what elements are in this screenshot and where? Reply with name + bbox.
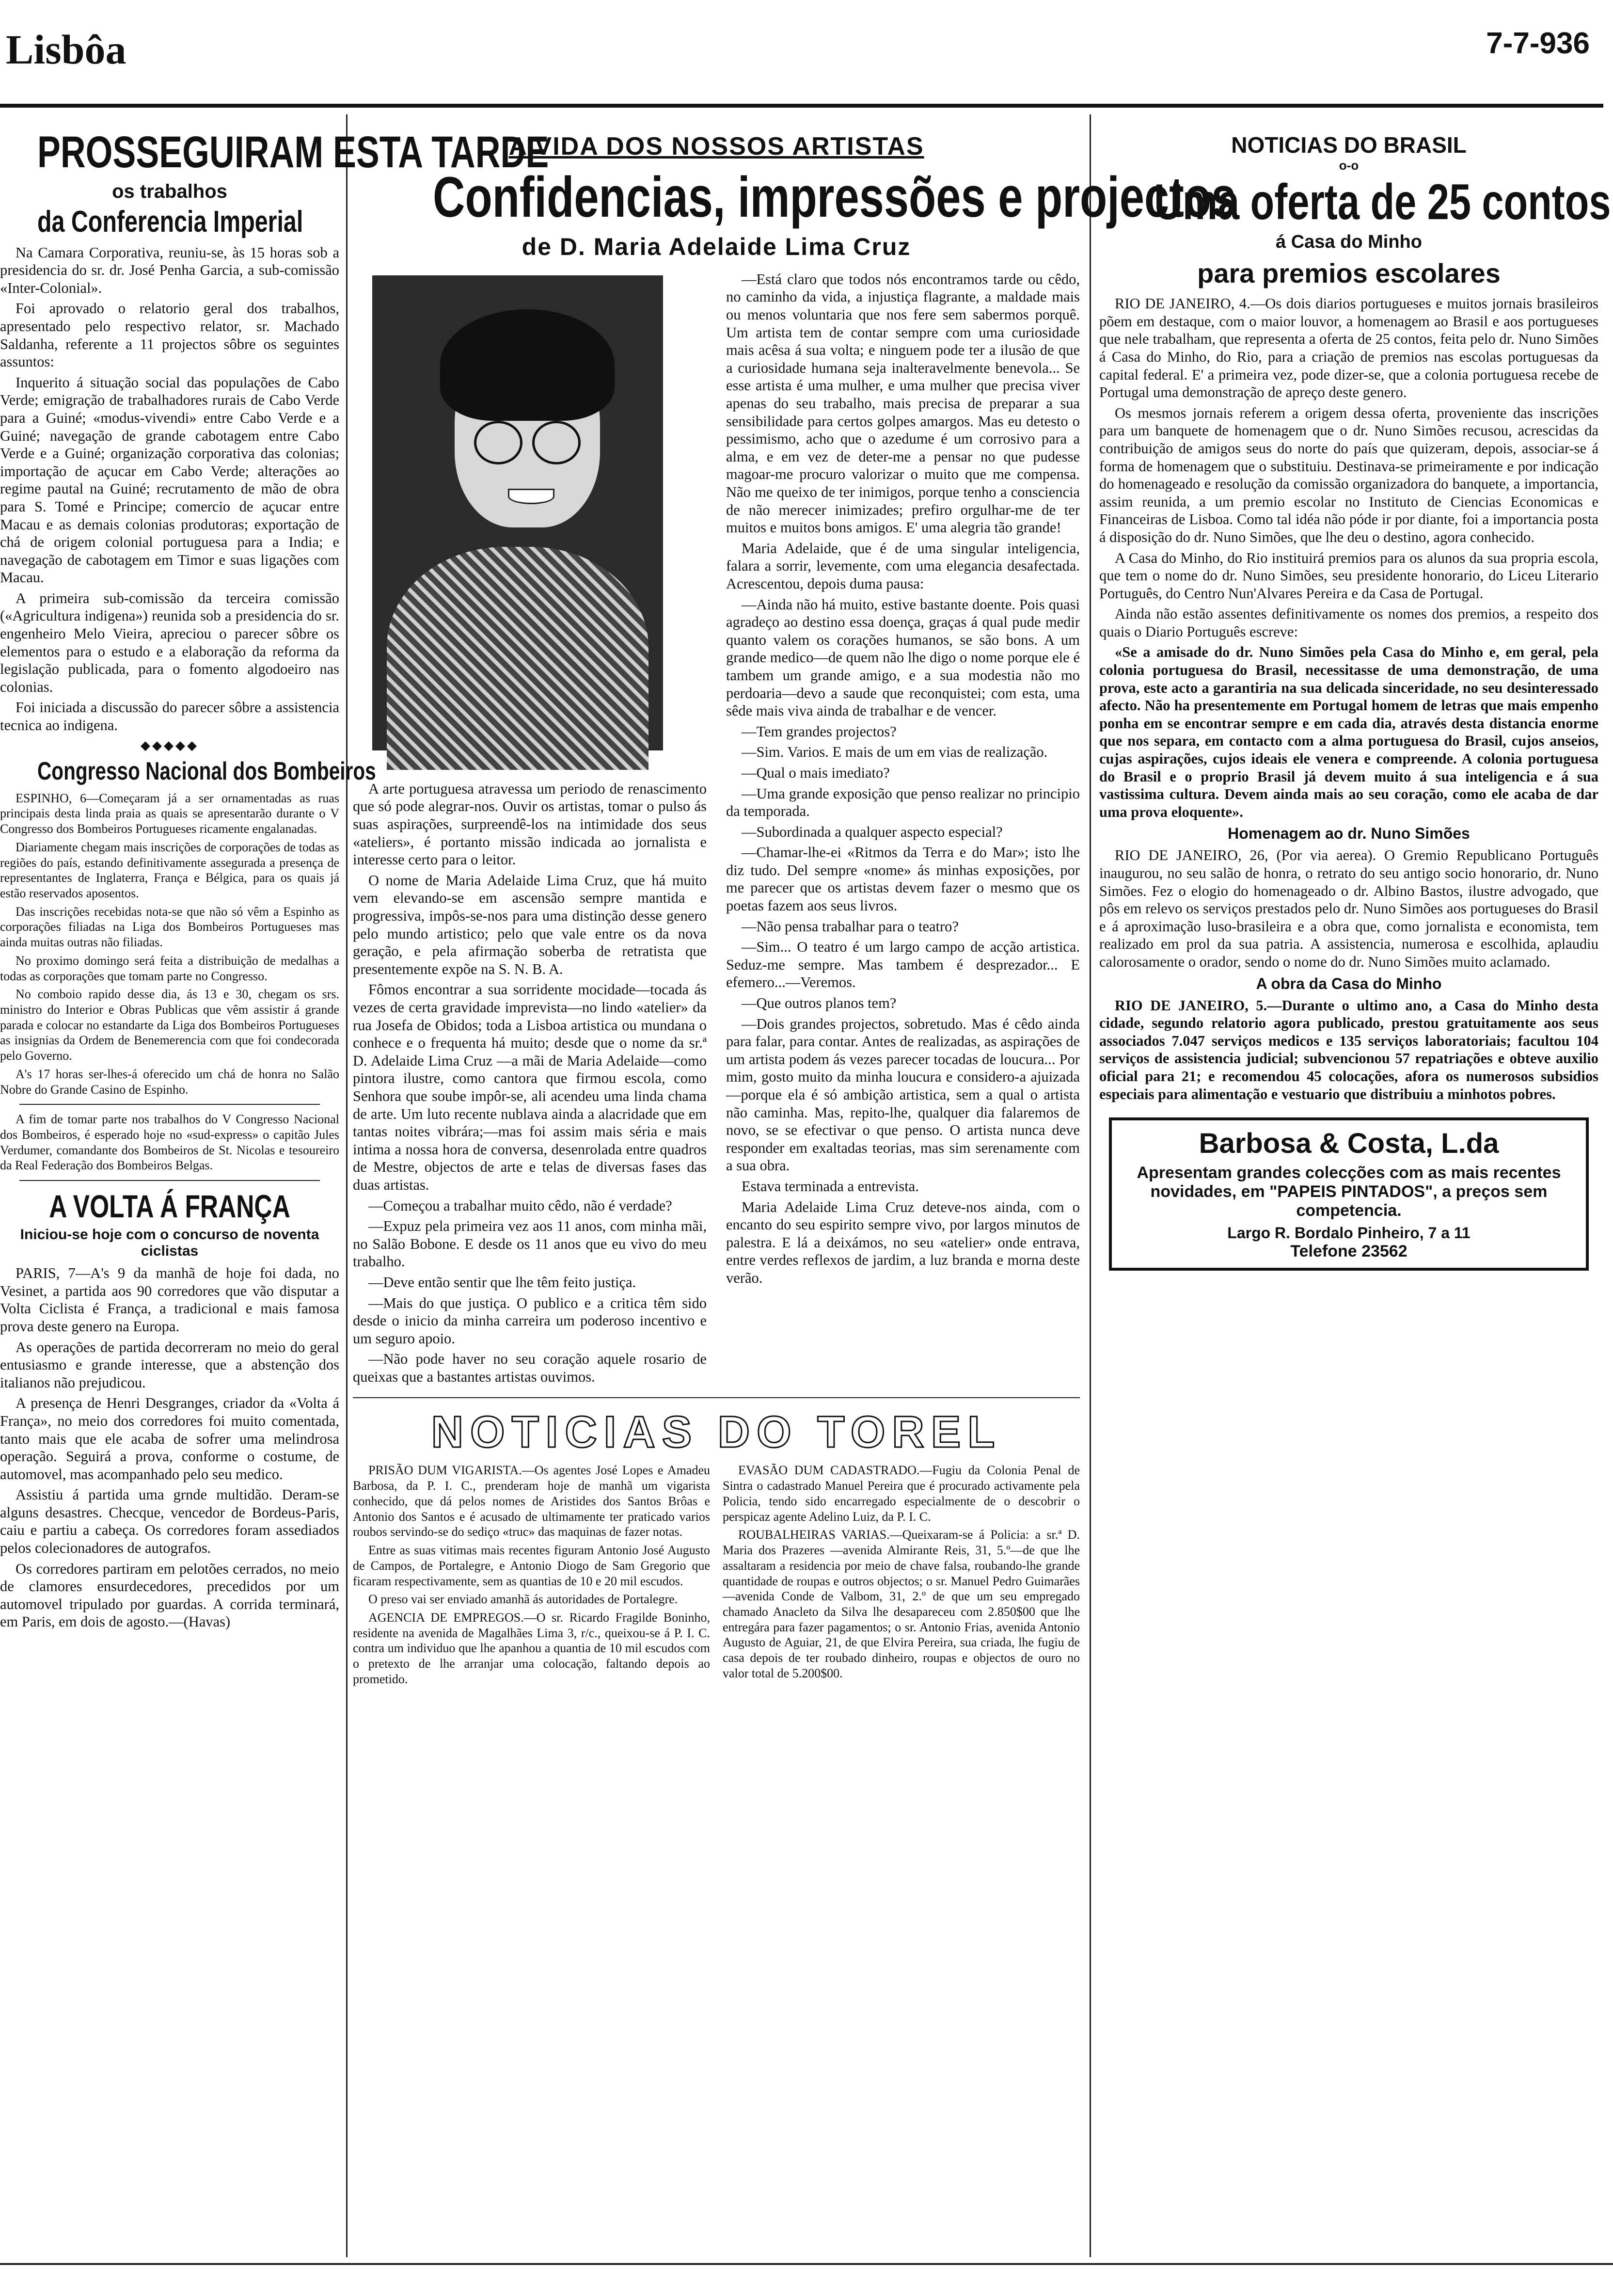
article-paragraph: —Começou a trabalhar muito cêdo, não é verdade? (368, 1197, 672, 1214)
article-paragraph: —Chamar-lhe-ei «Ritmos da Terra e do Mar»; isto lhe diz tudo. Del sempre «nome» ás minhas exposições, por me parecer que os artistas devem fazer o mesmo que os poetas fazem aos seus livros. (726, 844, 1080, 914)
article-paragraph: —Qual o mais imediato? (742, 764, 890, 781)
torel-news (353, 1463, 1080, 1690)
article-paragraph: Diariamente chegam mais inscrições de corporações de todas as regiões do país, estando definitivamente assegurada a presença de representantes de Inglaterra, França e Bélgica, para os quais já estão reservados aposentos. (0, 840, 339, 900)
ad-company-name: Barbosa & Costa, L.da (1199, 1128, 1499, 1160)
article-paragraph: A fim de tomar parte nos trabalhos do V Congresso Nacional dos Bombeiros, é esperado hoje no «sud-express» o capitão Jules Verdumer, comandante dos Bombeiros de St. Nicolas e tesoureiro da Real Federação dos Bombeiros Belgas. (0, 1112, 339, 1173)
news-item: Entre as suas vitimas mais recentes figuram Antonio José Augusto de Campos, de Portalegre, e Antonio Diogo de Sam Gregorio que ficaram respectivamente, sem as quantias de 10 e 20 mil escudos. (353, 1543, 710, 1588)
article-paragraph: Inquerito á situação social das populações de Cabo Verde; emigração de trabalhadores rurais de Cabo Verde para a Guiné; «modus-vivendi» entre Cabo Verde e a Guiné; navegação de grande cabotagem entre Cabo Verde e a Guiné; organização corporativa das colonias; importação de açucar em Cabo Verde; alterações ao regime pautal na Guiné; recrutamento de mão de obra para S. Tomé e Principe; comercio de açucar entre Macau e as demais colonias produtoras; exportação de chá de origem colonial portuguesa para a India; e navegação de cabotagem em Timor e suas ligações com Macau. (0, 374, 339, 586)
subheadline-large: da Conferencia Imperial (37, 205, 303, 239)
divider (353, 1397, 1080, 1398)
article-paragraph: —Mais do que justiça. O publico e a critica têm sido desde o inicio da minha carreira um poderoso incentivo e um seguro apoio. (353, 1294, 707, 1347)
news-item: ROUBALHEIRAS VARIAS.—Queixaram-se á Policia: a sr.ª D. Maria dos Prazeres —avenida Almirante Reis, 31, 5.º—de que lhe assaltaram a residencia por meio de chave falsa, roubando-lhe grande quantidade de roupas e outros objectos; o sr. Manuel Pedro Guimarães—avenida Conde de Valbom, 31, 2.º de que um seu empregado chamado Anacleto da Silva lhe desapareceu com 2.850$00 que lhe entregára para fazer pagamentos; o sr. Antonio Frias, avenida Antonio Augusto de Aguiar, 21, de que Elvira Pereira, sua criada, lhe fugiu de casa depois de ter roubado dinheiro, roupas e objectos de ouro no valor total de 5.200$00. (723, 1528, 1080, 1680)
column-divider (346, 114, 348, 2257)
article-paragraph: —Que outros planos tem? (742, 995, 897, 1012)
news-item: AGENCIA DE EMPREGOS.—O sr. Ricardo Fragilde Boninho, residente na avenida de Magalhães Lima 3, r/c., queixou-se á P. I. C. contra um individuo que lhe apanhou a quantia de 10 mil escudos com o pretexto de lhe arranjar uma colocação, faltando depois ao prometido. (353, 1610, 710, 1686)
article-paragraph: Na Camara Corporativa, reuniu-se, às 15 horas sob a presidencia do sr. dr. José Penha Garcia, a sub-comissão «Inter-Colonial». (0, 244, 339, 296)
subheadline: A obra da Casa do Minho (1256, 974, 1442, 992)
section-kicker: NOTICIAS DO BRASIL (1231, 132, 1467, 158)
article-paragraph: —Não pensa trabalhar para o teatro? (742, 918, 959, 935)
masthead-city: Lisbôa (6, 26, 127, 73)
article-paragraph: —Sim. Varios. E mais de um em vias de realização. (742, 744, 1048, 761)
article-paragraph: Foi iniciada a discussão do parecer sôbre a assistencia tecnica ao indigena. (0, 699, 339, 734)
article-paragraph: ESPINHO, 6—Começaram já a ser ornamentadas as ruas principais desta linda praia as quais se apresentarão durante o V Congresso dos Bombeiros Portugueses ricamente engalanadas. (0, 791, 339, 836)
article-paragraph: —Sim... O teatro é um largo campo de acção artistica. Seduz-me sempre. Mas tambem é desprezador... E efemero...—Veremos. (726, 939, 1080, 991)
headline-conferencia: PROSSEGUIRAM ESTA TARDE (37, 128, 549, 177)
subheadline: á Casa do Minho (1276, 232, 1422, 253)
article-paragraph: As operações de partida decorreram no meio do geral entusiasmo e grande interesse, que a abstenção dos italianos não prejudicou. (0, 1339, 339, 1391)
article-paragraph: —Tem grandes projectos? (742, 723, 897, 740)
article-paragraph: Assistiu á partida uma grnde multidão. Deram-se alguns desastres. Checque, vencedor de Bordeus-Paris, caiu e partiu a cabeça. Os corredores foram assediados pelos colecionadores de autografos. (0, 1486, 339, 1557)
interview-right-column (726, 271, 1080, 1389)
article-paragraph: Ainda não estão assentes definitivamente os nomes dos premios, a respeito dos quais o Diario Português escreve: (1099, 606, 1598, 640)
article-paragraph: —Ainda não há muito, estive bastante doente. Pois quasi agradeço ao destino essa doença, graças á qual pude medir quanto valem os corações humanos, se são bons. A um grande medico—de quem não lhe digo o nome porque ele é tambem um grande amigo, e a sua modestia não mo perdoaria—devo a saude que reconquistei; com esta, uma sêde mais viva ainda de trabalhar e de vencer. (726, 596, 1080, 719)
ad-phone: Telefone 23562 (1290, 1242, 1407, 1261)
article-paragraph: Foi aprovado o relatorio geral dos trabalhos, apresentado pelo respectivo relator, sr. Machado Saldanha, referente a 11 projectos sôbre os seguintes assuntos: (0, 300, 339, 370)
divider (19, 1104, 320, 1105)
masthead-rule (0, 104, 1603, 108)
center-column (353, 114, 1236, 2257)
article-paragraph: —Deve então sentir que lhe têm feito justiça. (368, 1274, 636, 1291)
news-item: PRISÃO DUM VIGARISTA.—Os agentes José Lopes e Amadeu Barbosa, da P. I. C., prenderam hoje de manhã um vigarista conhecido, que dá pelos nomes de Aristides dos Santos Brôas e Antonio dos Santos e é acusado de ultimamente ter praticado varios roubos servindo-se do sediço «truc» das maquinas de fazer notas. (353, 1463, 710, 1539)
news-item: EVASÃO DUM CADASTRADO.—Fugiu da Colonia Penal de Sintra o cadastrado Manuel Pereira que é procurado activamente pela Policia, tendo sido encarregado especialmente de o descobrir o perspicaz agente Adelino Luiz, da P. I. C. (723, 1463, 1080, 1524)
article-paragraph: «Se a amisade do dr. Nuno Simões pela Casa do Minho e, em geral, pela colonia portuguesa do Brasil, necessitasse de uma demonstração, de uma prova, este acto a garantiria na sua delicada sinceridade, no seu desinteressado afecto. Não ha presentemente em Portugal homem de letras que mais empenho ponha em se encontrar sempre e em cada dia, através desta distancia enorme que nos separa, em contacto com a alma portuguesa do Brasil, cujos anseios, cujas aspirações, cujos ideais ele venera e compreende. A colonia portuguesa do Brasil e o proprio Brasil já devem muito á sua inteligencia e á sua vastissima cultura. Devem ainda mais ao seu coração, como ele acaba de dar uma prova eloquente». (1099, 644, 1598, 820)
subheadline: os trabalhos (112, 180, 227, 202)
article-paragraph: —Expuz pela primeira vez aos 11 anos, com minha mãi, no Salão Bobone. E desde os 11 anos que eu vivo do meu trabalho. (353, 1218, 707, 1270)
article-paragraph: Das inscrições recebidas nota-se que não só vêm a Espinho as corporações filiadas na Liga dos Bombeiros Portugueses mas ainda muitas outras não filiadas. (0, 904, 339, 950)
subheadline: Iniciou-se hoje com o concurso de noventa ciclistas (20, 1227, 319, 1260)
article-paragraph: No proximo domingo será feita a distribuição de medalhas a todas as corporações que tomam parte no Congresso. (0, 953, 339, 983)
headline-oferta: Uma oferta de 25 contos (1154, 174, 1611, 230)
news-item: O preso vai ser enviado amanhã ás autoridades de Portalegre. (368, 1592, 678, 1607)
ad-text: Apresentam grandes colecções com as mais recentes novidades, em "PAPEIS PINTADOS", a preços sem competencia. (1137, 1164, 1561, 1220)
bottom-rule (0, 2263, 1613, 2265)
headline-volta-franca: A VOLTA Á FRANÇA (49, 1188, 290, 1225)
article-paragraph: O nome de Maria Adelaide Lima Cruz, que há muito vem elevando-se em ascensão sempre mantida e progressiva, impôs-se-nos para uma distinção desse genero pelo mundo artistico; pelo que vale entre os da nova geração, e pela afirmação soberba de retratista que presentemente expõe na S. N. B. A. (353, 872, 707, 977)
divider (19, 1180, 320, 1181)
article-paragraph: Maria Adelaide, que é de uma singular inteligencia, falara a sorrir, levemente, com uma elegancia desafectada. Acrescentou, depois duma pausa: (726, 540, 1080, 592)
article-paragraph: PARIS, 7—A's 9 da manhã de hoje foi dada, no Vesinet, a partida aos 90 corredores que vão disputar a Volta Ciclista é França, a tradicional e mais famosa prova deste genero na Europa. (0, 1265, 339, 1335)
interview-body (353, 271, 1080, 1389)
article-paragraph: —Está claro que todos nós encontramos tarde ou cêdo, no caminho da vida, a injustiça flagrante, a maldade mais ou menos voluntaria que nos fere sem sabermos porquê. Um artista tem de contar sempre com uma curiosidade mais acêsa á sua volta; e ninguem pode ter a ilusão de que a curiosidade humana seja inalteravelmente benevola... Se esse artista é uma mulher, e uma mulher que precisa viver apenas do seu trabalho, mais precisa de preparar a sua sensibilidade para certos golpes amargos. Mas eu detesto o pessimismo, acho que o azedume é um corrosivo para a alma, e em vez de deter-me a pensar no que pudesse magoar-me procuro valorizar o muito que me compensa. Não me queixo de ter inimigos, porque tenho a consciencia de não merecer inimizades; prefiro orgulhar-me de ter muitos e muitos bons amigos. E' uma alegria tão grande! (726, 271, 1080, 536)
article-paragraph: A's 17 horas ser-lhes-á oferecido um chá de honra no Salão Nobre do Grande Casino de Espinho. (0, 1067, 339, 1097)
separator-ornament: ◆◆◆◆◆ (141, 738, 199, 752)
article-paragraph: RIO DE JANEIRO, 5.—Durante o ultimo ano, a Casa do Minho desta cidade, segundo relatorio agora publicado, prestou gratuitamente aos seus associados 7.047 serviços medicos e 135 serviços laboratoriais; facultou 104 serviços de assistencia judicial; subvencionou 57 repatriações e obteve auxilio oficial para 21; e recomendou 45 colocações, afora os numerosos subsidios especiais para alimentação e vestuario que distribuiu a minhotos pobres. (1099, 997, 1598, 1102)
article-paragraph: Fômos encontrar a sua sorridente mocidade—tocada ás vezes de certa gravidade imprevista—no lindo «atelier» da rua Josefa de Obidos; toda a Lisboa artistica ou mundana o conhece e o frequenta há muito; desde que o nome da sr.ª D. Adelaide Lima Cruz —a mãi de Maria Adelaide—como pintora ilustre, como cantora que firmou escola, como Senhora que soube impôr-se, ali acendeu uma linda chama de arte. Um luto recente nublava ainda a alacridade que em tantas noites vibrára;—mas foi assim mais séria e mais intima a nossa hora de conversa, desenrolada entre quadros de Mestre, objectos de arte e telas de diversas fases das duas artistas. (353, 981, 707, 1193)
article-paragraph: A presença de Henri Desgranges, criador da «Volta á França», no meio dos corredores foi muito comentada, tanto mais que ele acaba de sofrer uma melindrosa operação. Seguirá a prova, conforme o costume, de automovel, mas acompanhado pelo seu medico. (0, 1395, 339, 1483)
subheadline: Homenagem ao dr. Nuno Simões (1228, 825, 1470, 843)
article-paragraph: A arte portuguesa atravessa um periodo de renascimento que só pode alegrar-nos. Ouvir os artistas, tomar o pulso ás suas aspirações, surpreendê-los na intimidade dos seus «ateliers», é portanto missão indicada ao jornalista e interesse certo para o leitor. (353, 780, 707, 868)
portrait-photo (372, 275, 663, 750)
right-column (1099, 114, 1611, 2257)
article-paragraph: A Casa do Minho, do Rio instituirá premios para os alunos da sua propria escola, que tem o nome do dr. Nuno Simões, seu presidente honorario, do Liceu Literario Português, do Centro Nun'Alvares Pereira e da Casa de Portugal. (1099, 549, 1598, 602)
article-paragraph: Os mesmos jornais referem a origem dessa oferta, proveniente das inscrições para um banquete de homenagem que o dr. Nuno Simões recusou, acrescidas da contribuição de amigos seus do norte do país que quizeram, depois, associar-se á forma de homenagem que o substituiu. Destinava-se primeiramente e por indicação do homenageado e resolução da comissão organizadora do banquete, a importancia, assim reunida, a um premio escolar no Instituto de Ciencias Economicas e Financeiras de Lisboa. Como tal idéa não póde ir por diante, foi a importancia posta á disposição do dr. Nuno Simões, que lhe deu o destino, agora conhecido. (1099, 404, 1598, 545)
torel-headline: NOTICIAS DO TOREL (431, 1407, 1002, 1457)
ad-address: Largo R. Bordalo Pinheiro, 7 a 11 (1227, 1224, 1471, 1242)
article-paragraph: —Dois grandes projectos, sobretudo. Mas é cêdo ainda para falar, para contar. Antes de realizadas, as aspirações de um artista podem ás vezes parecer tocadas de loucura... Por mim, gosto muito da minha loucura e considero-a ajuizada—porque ela é só ambição artistica, sem a qual o artista não caminha. Mas, repito-lhe, qualquer dia falaremos de novo, se se efectivar o que penso. O artista nunca deve responder em exaltadas teorias, mas sim serenamente com a sua obra. (726, 1015, 1080, 1174)
kicker-ornament: o-o (1339, 158, 1359, 173)
masthead-date: 7-7-936 (1486, 27, 1590, 60)
article-paragraph: —Uma grande exposição que penso realizar no principio da temporada. (726, 785, 1080, 820)
article-paragraph: No comboio rapido desse dia, ás 13 e 30, chegam os srs. ministro do Interior e Obras Publicas que vêm assistir á grande parada e colocar no estandarte da Liga dos Bombeiros Portugueses as insignias da Ordem de Benemerencia com que foi condecorada pelo Governo. (0, 987, 339, 1063)
article-paragraph: Os corredores partiram em pelotões cerrados, no meio de clamores ensurdecedores, precedidos por um automovel tripulado por guardas. A corrida terminará, em Paris, em dois de agosto.—(Havas) (0, 1560, 339, 1630)
article-paragraph: Estava terminada a entrevista. (742, 1178, 919, 1195)
interview-headline: Confidencias, impressões e projectos (433, 165, 1236, 229)
article-paragraph: RIO DE JANEIRO, 4.—Os dois diarios portugueses e muitos jornais brasileiros põem em destaque, com o maior louvor, a homenagem ao Brasil e aos portugueses que nele trabalham, que representa a oferta de 25 contos, feita pelo dr. Nuno Simões á Casa do Minho, do Rio, para a criação de premios nas escolas portuguesas da capital federal. E' a primeira vez, pode dizer-se, que a colonia portuguesa recebe de Portugal uma demonstração de apreço deste genero. (1099, 295, 1598, 401)
advertisement-box (1109, 1117, 1589, 1271)
section-kicker: A VIDA DOS NOSSOS ARTISTAS (508, 132, 924, 160)
interview-byline: de D. Maria Adelaide Lima Cruz (522, 233, 911, 260)
column-divider (1090, 114, 1091, 2257)
article-paragraph: RIO DE JANEIRO, 26, (Por via aerea). O Gremio Republicano Português inaugurou, no seu salão de honra, o retrato do seu antigo socio honorario, dr. Nuno Simões. Fez o elogio do homenageado o dr. Albino Bastos, ilustre advogado, que pôs em relevo os serviços prestados pelo dr. Nuno Simões aos portugueses do Brasil e á aproximação luso-brasileira e a obra que, como jornalista e economista, tem realizado em prol da sua patria. A assistencia, numerosa e escolhida, aplaudiu calorosamente o orador, sendo o nome do dr. Nuno Simões muito aclamado. (1099, 847, 1598, 970)
subheadline-large: para premios escolares (1197, 258, 1501, 289)
headline-bombeiros: Congresso Nacional dos Bombeiros (37, 757, 376, 785)
interview-left-column (353, 271, 707, 1389)
article-paragraph: A primeira sub-comissão da terceira comissão («Agricultura indigena») reunida sob a presidencia do sr. engenheiro Melo Vieira, apreciou o parecer sôbre os elementos para o estudo e a elaboração da reforma da legislação publicada, para o fomento algodoeiro nas colonias. (0, 590, 339, 695)
article-paragraph: —Não pode haver no seu coração aquele rosario de queixas que a bastantes artistas ouvimos. (353, 1351, 707, 1385)
article-paragraph: —Subordinada a qualquer aspecto especial? (742, 823, 1003, 840)
article-paragraph: Maria Adelaide Lima Cruz deteve-nos ainda, com o encanto do seu espirito sempre vivo, por largos minutos de palestra. E lá a deixámos, no seu «atelier» onde entrava, entre verdes reflexos de jardim, a luz branda e morna deste verão. (726, 1198, 1080, 1286)
